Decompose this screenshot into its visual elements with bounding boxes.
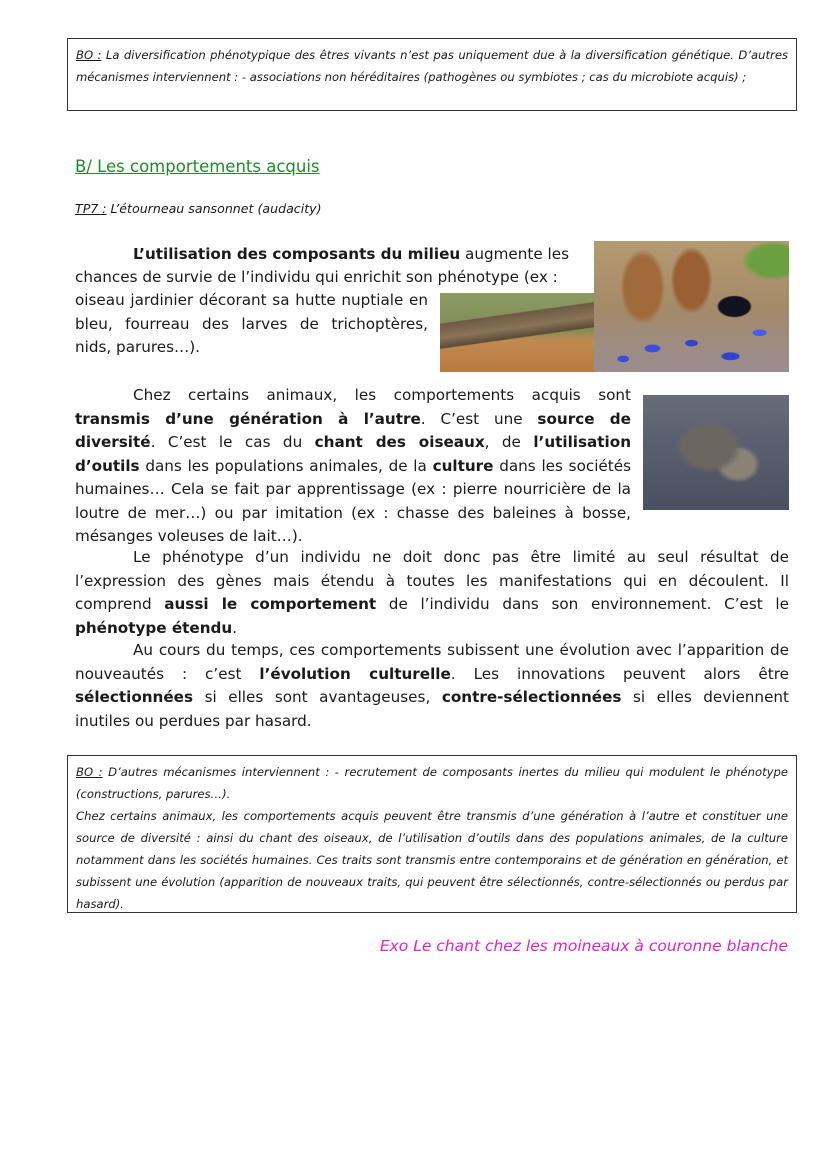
paragraph-cultural-evolution xyxy=(75,639,789,733)
tp-text: L’étourneau sansonnet (audacity) xyxy=(106,201,322,216)
bold-term: transmis d’une génération à l’autre xyxy=(75,409,421,428)
bold-term: contre-sélectionnées xyxy=(441,688,622,706)
text: si elles sont avantageuses, xyxy=(193,688,442,706)
paragraph-transmission xyxy=(75,384,631,549)
paragraph-milieu xyxy=(75,243,583,267)
text: . C’est une xyxy=(420,409,538,428)
bo-text: D’autres mécanismes interviennent : - recrutement de composants inertes du milieu qui modulent le phénotype (constructions, parures…). xyxy=(76,765,788,801)
bold-term: phénotype étendu xyxy=(75,618,233,637)
sea-otter-image xyxy=(643,395,789,510)
bo-box-1 xyxy=(67,38,797,111)
text: , de xyxy=(484,433,534,451)
bowerbird-image xyxy=(594,241,789,372)
bold-term: source de diversité xyxy=(75,409,631,451)
text: de l’individu dans son environnement. C’est le xyxy=(376,595,789,613)
tp-reference xyxy=(75,201,322,216)
bold-term: chant des oiseaux xyxy=(314,433,485,451)
bo-text: Chez certains animaux, les comportements acquis peuvent être transmis d’une génération à l’autre et constituer une source de diversité : ainsi du chant des oiseaux, de l’utilisation d’outils dans des populations animales, de la culture notamment dans les sociétés humaines. Ces traits sont transmis entre contemporains et de génération en génération, et subissent une évolution (apparition de nouveaux traits, qui peuvent être sélectionnés, contre-sélectionnés ou perdus par hasard). xyxy=(76,809,788,911)
tp-label: TP7 : xyxy=(75,201,107,216)
bo-label: BO : xyxy=(76,765,103,779)
paragraph-extended-phenotype xyxy=(75,546,789,640)
text: Chez certains animaux, les comportements acquis sont xyxy=(133,386,631,404)
bo-label: BO : xyxy=(76,48,102,62)
bold-term: sélectionnées xyxy=(75,688,194,706)
text: Le phénotype d’un individu ne doit donc pas être limité au seul résultat de l’expression des gènes mais étendu à toutes les manifestations qui en découlent. Il comprend xyxy=(75,548,789,613)
bold-term: L’utilisation des composants du milieu xyxy=(133,245,461,263)
exercise-title: Exo Le chant chez les moineaux à couronne blanche xyxy=(379,937,788,955)
bold-term: culture xyxy=(432,456,494,475)
text: dans les populations animales, de la xyxy=(139,456,433,475)
section-title: B/ Les comportements acquis xyxy=(75,157,320,176)
bold-term: aussi le comportement xyxy=(164,595,377,613)
text: si elles deviennent inutiles ou perdues par hasard. xyxy=(75,688,789,730)
paragraph-milieu-line2: chances de survie de l’individu qui enrichit son phénotype (ex : xyxy=(75,268,558,286)
text: augmente les xyxy=(460,245,569,263)
paragraph-milieu-rest: oiseau jardinier décorant sa hutte nuptiale en bleu, fourreau des larves de trichoptères, nids, parures…). xyxy=(75,291,428,356)
text: dans les sociétés humaines… Cela se fait par apprentissage (ex : pierre nourricière de la loutre de mer…) ou par imitation (ex : chasse des baleines à bosse, mésanges voleuses de lait…). xyxy=(75,456,631,545)
caddisfly-image xyxy=(440,293,594,372)
text: . xyxy=(232,618,238,637)
bold-term: l’utilisation d’outils xyxy=(75,433,632,475)
bold-term: l’évolution culturelle xyxy=(259,664,451,683)
text: . C’est le cas du xyxy=(150,433,315,451)
text: Au cours du temps, ces comportements subissent une évolution avec l’apparition de nouveautés : c’est xyxy=(75,641,789,683)
bo-text: La diversification phénotypique des êtres vivants n’est pas uniquement due à la diversification génétique. D’autres mécanismes interviennent : - associations non héréditaires (pathogènes ou symbiotes ; cas du microbiote acquis) ; xyxy=(76,48,788,84)
bo-box-2 xyxy=(67,755,797,913)
text: . Les innovations peuvent alors être xyxy=(450,664,789,683)
